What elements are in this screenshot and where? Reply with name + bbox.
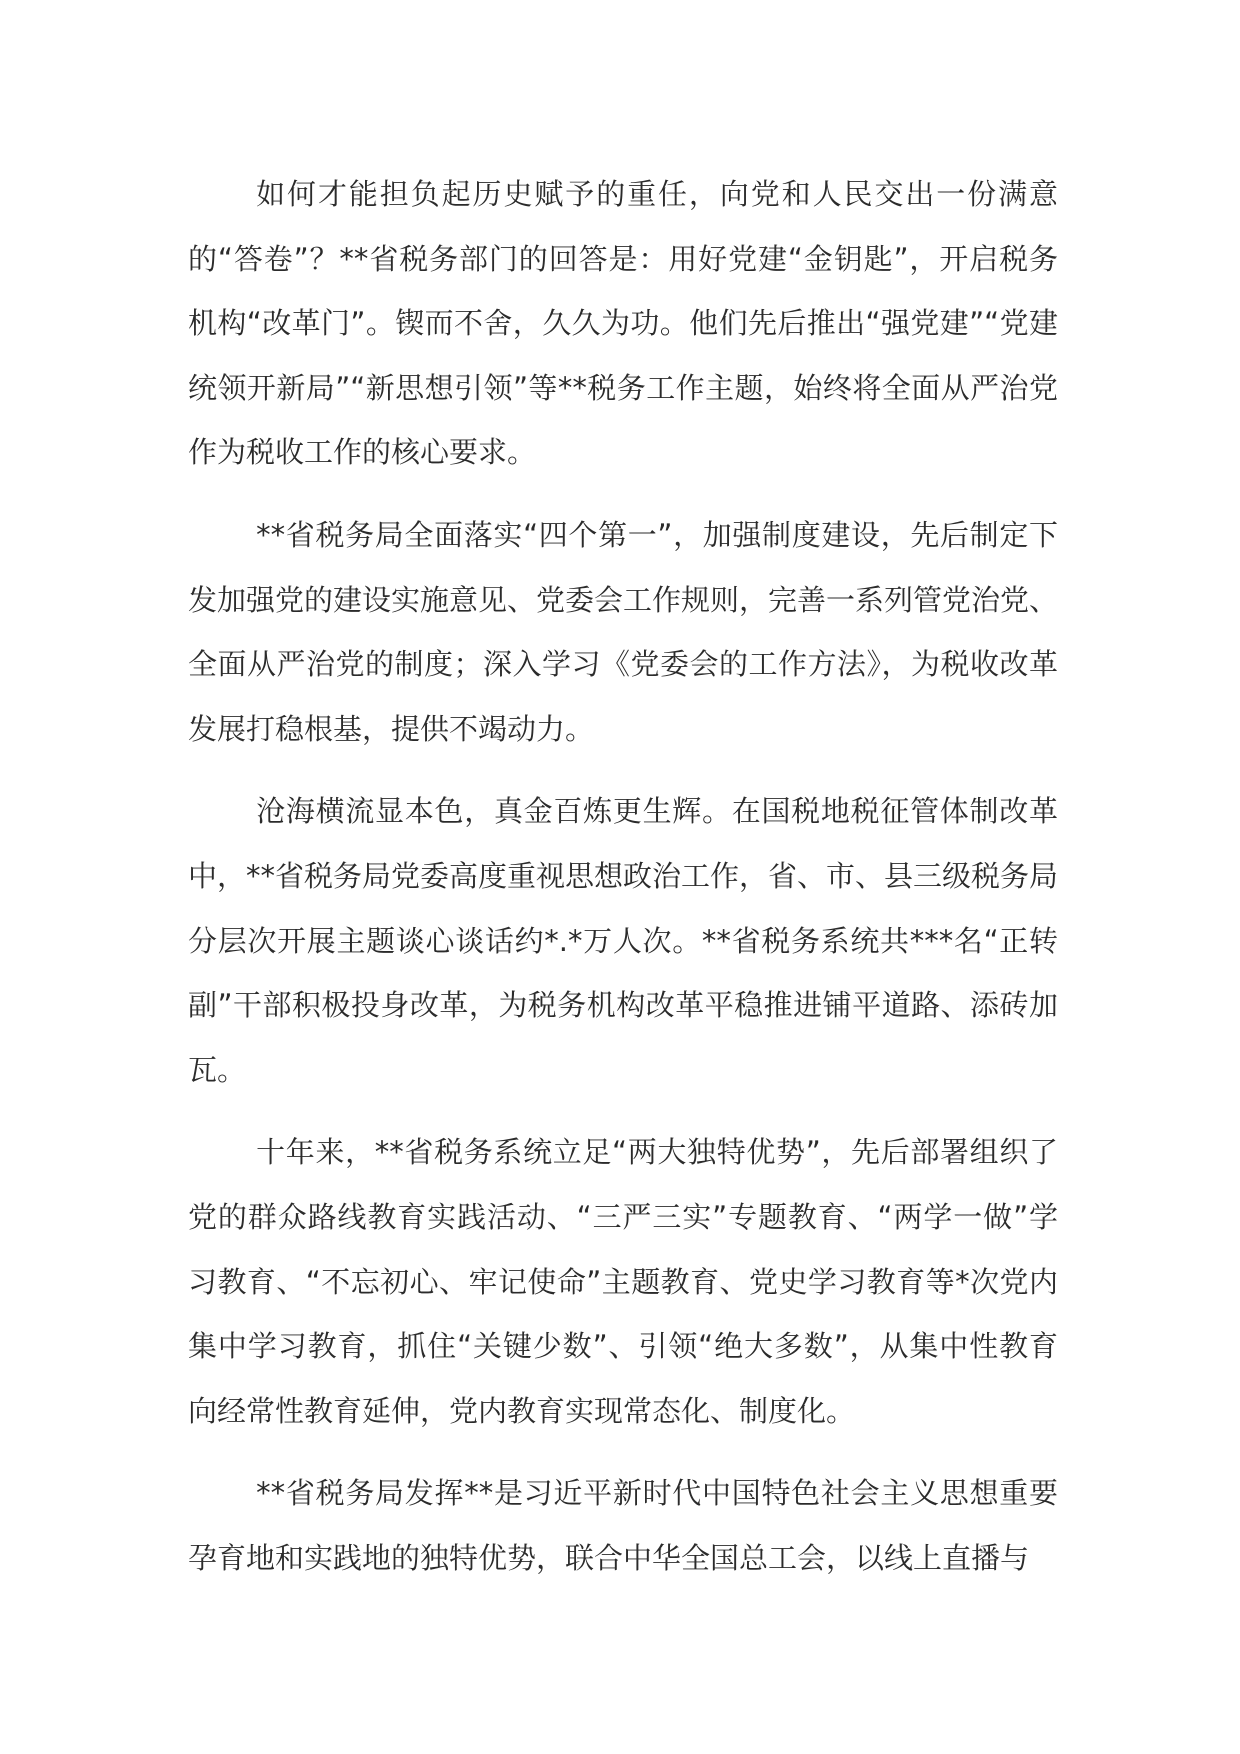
paragraph-5: **省税务局发挥**是习近平新时代中国特色社会主义思想重要孕育地和实践地的独特优势，联合中华全国总工会，以线上直播与 xyxy=(188,1476,1058,1575)
paragraph-4: 十年来，**省税务系统立足“两大独特优势”，先后部署组织了党的群众路线教育实践活动、“三严三实”专题教育、“两学一做”学习教育、“不忘初心、牢记使命”主题教育、党史学习教育等*次党内集中学习教育，抓住“关键少数”、引领“绝大多数”，从集中性教育向经常性教育延伸，党内教育实现常态化、制度化。 xyxy=(188,1135,1058,1428)
paragraph-3: 沧海横流显本色，真金百炼更生辉。在国税地税征管体制改革中，**省税务局党委高度重视思想政治工作，省、市、县三级税务局分层次开展主题谈心谈话约*.*万人次。**省税务系统共***名“正转副”干部积极投身改革，为税务机构改革平稳推进铺平道路、添砖加瓦。 xyxy=(188,794,1059,1087)
paragraph-2: **省税务局全面落实“四个第一”，加强制度建设，先后制定下发加强党的建设实施意见、党委会工作规则，完善一系列管党治党、全面从严治党的制度；深入学习《党委会的工作方法》，为税收改革发展打稳根基，提供不竭动力。 xyxy=(188,517,1059,746)
paragraph-1: 如何才能担负起历史赋予的重任，向党和人民交出一份满意的“答卷”？**省税务部门的回答是：用好党建“金钥匙”，开启税务机构“改革门”。锲而不舍，久久为功。他们先后推出“强党建”“党建统领开新局”“新思想引领”等**税务工作主题，始终将全面从严治党作为税收工作的核心要求。 xyxy=(188,177,1058,470)
document-body xyxy=(188,162,1058,1608)
